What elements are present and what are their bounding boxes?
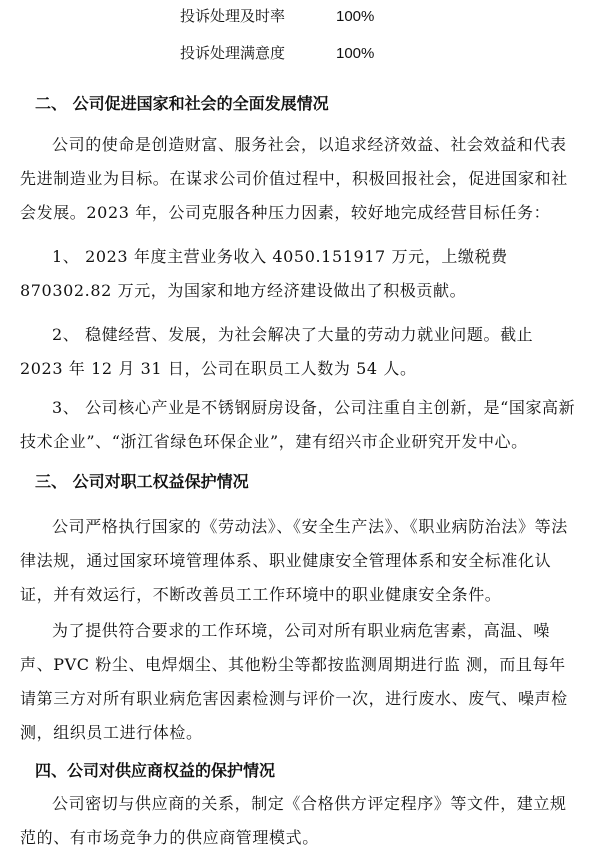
metric-row-satisfaction (180, 43, 374, 64)
section-heading-employee-rights: 三、 公司对职工权益保护情况 (35, 472, 249, 491)
paragraph-core-industry: 3、 公司核心产业是不锈钢厨房设备，公司注重自主创新，是“国家高新技术企业”、“浙江省绿色环保企业”，建有绍兴市企业研究开发中心。 (20, 398, 576, 451)
metric-label: 投诉处理满意度 (180, 44, 286, 62)
metric-row-timeliness (180, 6, 374, 27)
metric-value: 100% (336, 8, 375, 25)
metric-value: 100% (336, 45, 375, 62)
metric-label: 投诉处理及时率 (180, 7, 286, 25)
paragraph-supplier-management: 公司密切与供应商的关系，制定《合格供方评定程序》等文件，建立规范的、有市场竞争力的供应商管理模式。 (20, 794, 567, 847)
paragraph-mission: 公司的使命是创造财富、服务社会，以追求经济效益、社会效益和代表先进制造业为目标。在谋求公司价值过程中，积极回报社会，促进国家和社会发展。2023 年，公司克服各种压力因素，较好地完成经营目标任务： (20, 135, 568, 222)
paragraph-work-environment: 为了提供符合要求的工作环境，公司对所有职业病危害素，高温、噪声、PVC 粉尘、电焊烟尘、其他粉尘等都按监测周期进行监 测，而且每年请第三方对所有职业病危害因素检测与评价一次，进行废水、废气、噪声检测，组织员工进行体检。 (20, 621, 568, 742)
paragraph-labor-law: 公司严格执行国家的《劳动法》、《安全生产法》、《职业病防治法》等法律法规，通过国家环境管理体系、职业健康安全管理体系和安全标准化认证，并有效运行，不断改善员工工作环境中的职业健康安全条件。 (20, 517, 568, 604)
section-heading-supplier-rights: 四、公司对供应商权益的保护情况 (35, 761, 276, 780)
paragraph-revenue: 1、 2023 年度主营业务收入 4050.151917 万元，上缴税费 870302.82 万元，为国家和地方经济建设做出了积极贡献。 (20, 247, 508, 300)
section-heading-social-development: 二、 公司促进国家和社会的全面发展情况 (35, 94, 329, 113)
paragraph-employment: 2、 稳健经营、发展，为社会解决了大量的劳动力就业问题。截止 2023 年 12 月 31 日，公司在职员工人数为 54 人。 (20, 325, 534, 378)
